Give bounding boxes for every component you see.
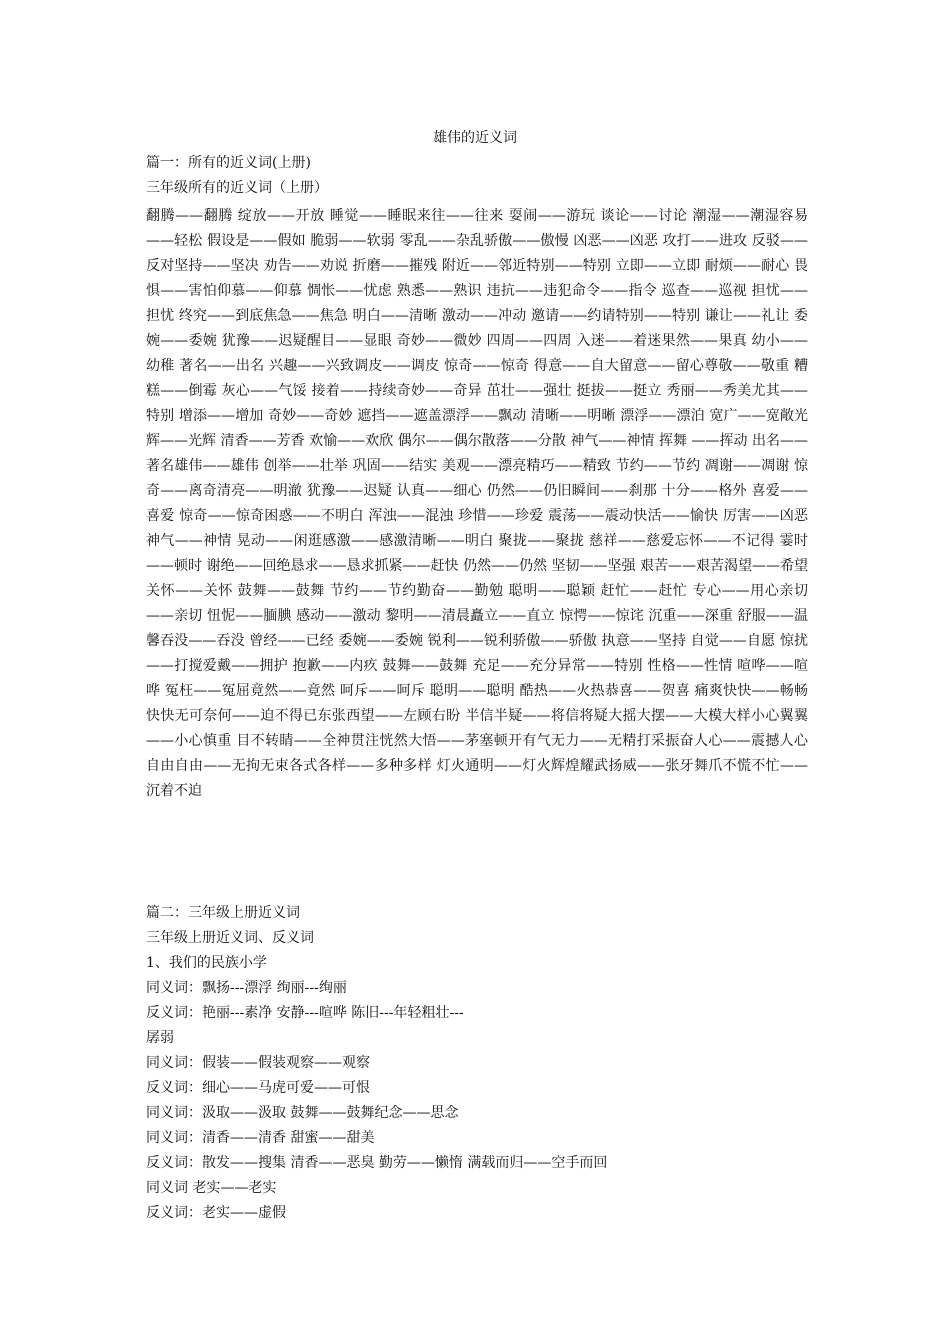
list-item: 同义词：清香——清香 甜蜜——甜美 bbox=[146, 1130, 375, 1146]
list-item: 反义词：细心——马虎可爱——可恨 bbox=[146, 1080, 370, 1096]
list-item: 同义词：飘扬---漂浮 绚丽---绚丽 bbox=[146, 980, 347, 996]
heading-part-one: 篇一：所有的近义词(上册) bbox=[146, 155, 311, 171]
subheading-part-two: 三年级上册近义词、反义词 bbox=[146, 930, 314, 946]
subheading-part-one: 三年级所有的近义词（上册） bbox=[146, 180, 328, 196]
list-item: 同义词 老实——老实 bbox=[146, 1180, 277, 1196]
list-item: 反义词：散发——搜集 清香——恶臭 勤劳——懒惰 满载而归——空手而回 bbox=[146, 1155, 608, 1171]
list-item: 反义词：艳丽---素净 安静---喧哗 陈旧---年轻粗壮--- bbox=[146, 1005, 464, 1021]
list-item: 同义词：汲取——汲取 鼓舞——鼓舞纪念——思念 bbox=[146, 1105, 459, 1121]
document-title: 雄伟的近义词 bbox=[433, 130, 517, 146]
lesson-title: 1、我们的民族小学 bbox=[146, 955, 267, 971]
list-item: 反义词：老实——虚假 bbox=[146, 1205, 286, 1221]
list-item: 孱弱 bbox=[146, 1030, 174, 1046]
synonym-paragraph: 翻腾——翻腾 绽放——开放 睡觉——睡眠来往——往来 耍闹——游玩 谈论——讨论 潮湿——潮湿容易——轻松 假设是——假如 脆弱——软弱 零乱——杂乱骄傲——傲慢 凶恶——凶恶 攻打——进攻 反驳——反对坚持——坚决 劝告——劝说 折磨——摧残 附近——邻近特别——特别 立即——立即 耐烦——耐心 畏惧——害怕仰慕——仰慕 惆怅——忧虑 熟悉——熟识 违抗——违犯命令——指令 巡查——巡视 担忧——担忧 终究——到底焦急——焦急 明白——清晰 激动——冲动 邀请——约请特别——特别 谦让——礼让 委婉——委婉 犹豫——迟疑醒目——显眼 奇妙——微妙 四周——四周 入迷——着迷果然——果真 幼小——幼稚 著名——出名 兴趣——兴致调皮——调皮 惊奇——惊奇 得意——自大留意——留心尊敬——敬重 糟糕——倒霉 灰心——气馁 接着——持续奇妙——奇异 茁壮——强壮 挺拔——挺立 秀丽——秀美尤其——特别 增添——增加 奇妙——奇妙 遮挡——遮盖漂浮——飘动 清晰——明晰 漂浮——漂泊 宽广——宽敞光辉——光辉 清香——芳香 欢愉——欢欣 偶尔——偶尔散落——分散 神气——神情 挥舞 ——挥动 出名——著名雄伟——雄伟 创举——壮举 巩固——结实 美观——漂亮精巧——精致 节约——节约 凋谢——凋谢 惊奇——离奇清亮——明澈 犹豫——迟疑 认真——细心 仍然——仍旧瞬间——刹那 十分——格外 喜爱——喜爱 惊奇——惊奇困惑——不明白 浑浊——混浊 珍惜——珍爱 震荡——震动快活——愉快 厉害——凶恶 神气——神情 晃动——闲逛感激——感激清晰——明白 聚拢——聚拢 慈祥——慈爱忘怀——不记得 霎时——顿时 谢绝——回绝恳求——恳求抓紧——赶快 仍然——仍然 坚韧——坚强 艰苦——艰苦渴望——希望 关怀——关怀 鼓舞——鼓舞 节约——节约勤奋——勤勉 聪明——聪颖 赶忙——赶忙 专心——用心亲切——亲切 忸怩——腼腆 感动——激动 黎明——清晨矗立——直立 惊愕——惊诧 沉重——深重 舒服——温馨吞没——吞没 曾经——已经 委婉——委婉 锐利——锐利骄傲——骄傲 执意——坚持 自觉——自愿 惊扰——打搅爱戴——拥护 抱歉——内疚 鼓舞——鼓舞 充足——充分异常——特别 性格——性情 喧哗——喧哗 冤枉——冤屈竟然——竟然 呵斥——呵斥 聪明——聪明 酷热——火热恭喜——贺喜 痛爽快快——畅畅快快无可奈何——迫不得已东张西望——左顾右盼 半信半疑——将信将疑大摇大摆——大模大样小心翼翼——小心慎重 目不转睛——全神贯注恍然大悟——茅塞顿开有气无力——无精打采振奋人心——震撼人心自由自由——无拘无束各式各样——多种多样 灯火通明——灯火辉煌耀武扬威——张牙舞爪不慌不忙——沉着不迫 bbox=[146, 208, 808, 799]
list-item: 同义词：假装——假装观察——观察 bbox=[146, 1055, 370, 1071]
heading-part-two: 篇二：三年级上册近义词 bbox=[146, 905, 300, 921]
